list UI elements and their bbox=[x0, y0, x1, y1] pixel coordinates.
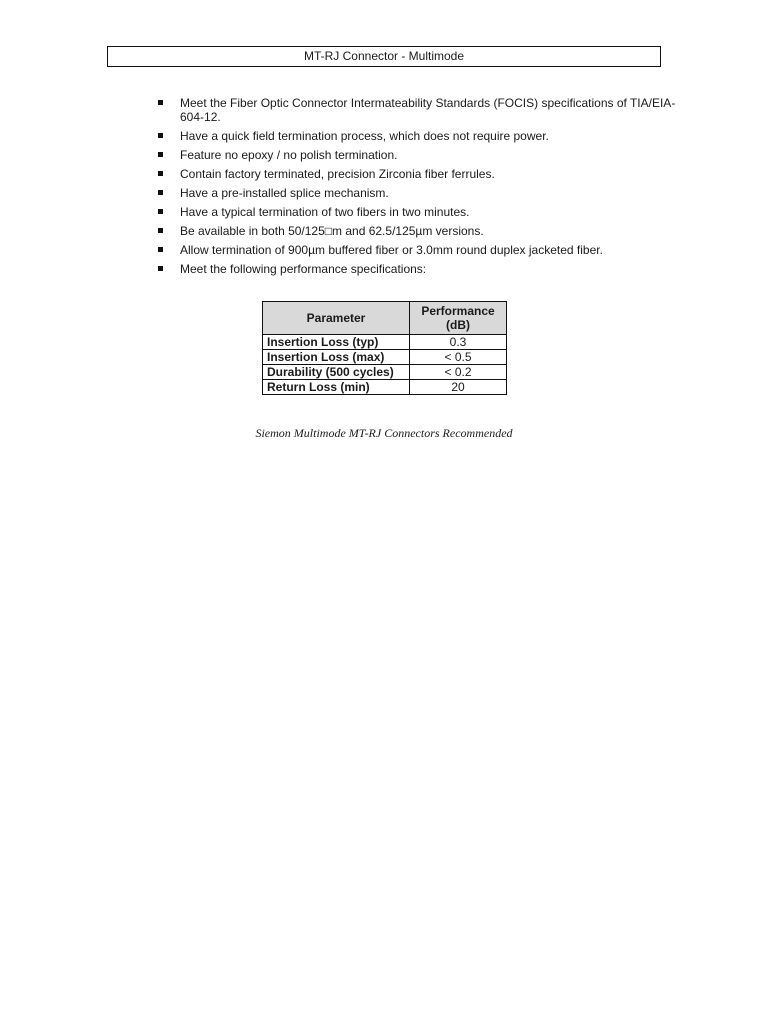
parameter-cell: Durability (500 cycles) bbox=[263, 365, 410, 380]
list-item bbox=[157, 262, 677, 276]
parameter-cell: Insertion Loss (typ) bbox=[263, 335, 410, 350]
bullet-icon bbox=[158, 228, 163, 233]
bullet-icon bbox=[158, 209, 163, 214]
list-item-text: Meet the following performance specifications: bbox=[180, 262, 427, 276]
performance-table bbox=[262, 301, 507, 395]
table-caption: Siemon Multimode MT-RJ Connectors Recommended bbox=[255, 426, 513, 440]
list-item-text: Be available in both 50/125□m and 62.5/125µm versions. bbox=[180, 224, 484, 238]
list-item bbox=[157, 129, 677, 143]
column-header-parameter: Parameter bbox=[263, 302, 410, 335]
bullet-icon bbox=[158, 190, 163, 195]
performance-cell: 0.3 bbox=[410, 335, 507, 350]
list-item-text: Have a quick field termination process, which does not require power. bbox=[180, 129, 549, 143]
bullet-icon bbox=[158, 133, 163, 138]
table-row bbox=[263, 380, 507, 395]
table-row bbox=[263, 335, 507, 350]
list-item-text: Have a pre-installed splice mechanism. bbox=[180, 186, 389, 200]
list-item bbox=[157, 96, 677, 124]
list-item bbox=[157, 205, 677, 219]
performance-cell: < 0.2 bbox=[410, 365, 507, 380]
performance-cell: 20 bbox=[410, 380, 507, 395]
list-item-text: Have a typical termination of two fibers in two minutes. bbox=[180, 205, 470, 219]
requirements-list bbox=[157, 96, 677, 281]
list-item bbox=[157, 167, 677, 181]
list-item-text: Allow termination of 900µm buffered fiber or 3.0mm round duplex jacketed fiber. bbox=[180, 243, 603, 257]
performance-cell: < 0.5 bbox=[410, 350, 507, 365]
bullet-icon bbox=[158, 171, 163, 176]
parameter-cell: Return Loss (min) bbox=[263, 380, 410, 395]
bullet-icon bbox=[158, 266, 163, 271]
table-row bbox=[263, 365, 507, 380]
list-item-text: Feature no epoxy / no polish termination. bbox=[180, 148, 398, 162]
bullet-icon bbox=[158, 100, 163, 105]
list-item-text: Meet the Fiber Optic Connector Intermateability Standards (FOCIS) specifications of TIA/EIA-604-12. bbox=[180, 96, 676, 124]
list-item-text: Contain factory terminated, precision Zirconia fiber ferrules. bbox=[180, 167, 495, 181]
column-header-performance: Performance (dB) bbox=[410, 302, 507, 335]
list-item bbox=[157, 243, 677, 257]
bullet-icon bbox=[158, 152, 163, 157]
table-row bbox=[263, 350, 507, 365]
page-title: MT-RJ Connector - Multimode bbox=[107, 46, 661, 67]
parameter-cell: Insertion Loss (max) bbox=[263, 350, 410, 365]
list-item bbox=[157, 186, 677, 200]
list-item bbox=[157, 224, 677, 238]
table-header-row bbox=[263, 302, 507, 335]
list-item bbox=[157, 148, 677, 162]
bullet-icon bbox=[158, 247, 163, 252]
